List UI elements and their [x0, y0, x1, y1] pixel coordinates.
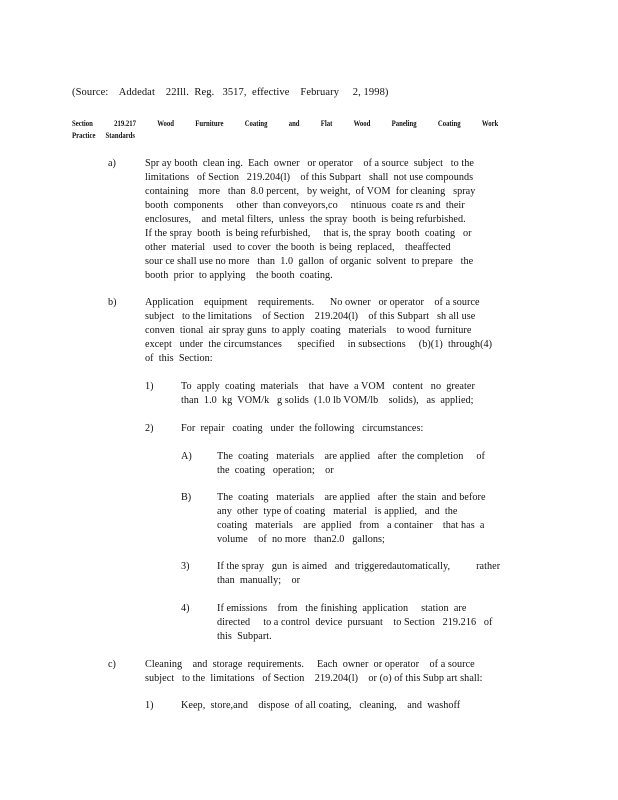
text-line: directed to a control device pursuant to Section 219.216 of [217, 617, 493, 628]
heading-word: Wood [353, 119, 371, 128]
heading-word: Coating [244, 119, 268, 128]
text-line: than 1.0 kg VOM/k g solids (1.0 lb VOM/lb solids), as applied; [181, 395, 474, 406]
item-b4-marker: 4) [181, 603, 190, 614]
item-b2-marker: 2) [145, 423, 154, 434]
heading-word: 219.217 [114, 119, 136, 128]
section-heading [72, 118, 499, 142]
heading-word: Wood [157, 119, 175, 128]
item-c1-marker: 1) [145, 700, 154, 711]
item-b2a-paragraph [217, 450, 485, 478]
text-line: If the spray booth is being refurbished, that is, the spray booth coating or [145, 228, 472, 239]
text-line: Keep, store,and dispose of all coating, cleaning, and washoff [181, 700, 461, 711]
text-line: sour ce shall use no more than 1.0 gallon of organic solvent to prepare the [145, 256, 474, 267]
heading-word: Flat [320, 119, 333, 128]
item-c-paragraph [145, 658, 483, 686]
text-line: The coating materials are applied after the completion of [217, 451, 485, 462]
item-c1-paragraph [181, 699, 460, 713]
heading-word: Paneling [391, 119, 417, 128]
text-line: any other type of coating material is applied, and the [217, 506, 458, 517]
text-line: this Subpart. [217, 631, 272, 642]
heading-word: Section [72, 119, 93, 128]
text-line: If emissions from the finishing application station are [217, 603, 467, 614]
heading-word: Furniture [195, 119, 224, 128]
item-b1-marker: 1) [145, 381, 154, 392]
text-line: conven tional air spray guns to apply coating materials to wood furniture [145, 325, 472, 336]
text-line: For repair coating under the following circumstances: [181, 423, 424, 434]
text-line: limitations of Section 219.204(l) of this Subpart shall not use compounds [145, 172, 474, 183]
text-line: Spr ay booth clean ing. Each owner or operator of a source subject to the [145, 158, 474, 169]
text-line: To apply coating materials that have a VOM content no greater [181, 381, 475, 392]
text-line: booth components other than conveyors,co ntinuous coate rs and their [145, 200, 465, 211]
heading-row-1 [72, 118, 498, 130]
heading-word: Work [481, 119, 499, 128]
item-b3-marker: 3) [181, 561, 190, 572]
text-line: of this Section: [145, 353, 213, 364]
text-line: containing more than 8.0 percent, by weight, of VOM for cleaning spray [145, 186, 476, 197]
item-b2-paragraph [181, 422, 423, 436]
text-line: volume of no more than2.0 gallons; [217, 534, 385, 545]
item-a-marker: a) [108, 158, 116, 169]
heading-word: Coating [437, 119, 461, 128]
item-b2a-marker: A) [181, 451, 192, 462]
item-b2b-marker: B) [181, 492, 192, 503]
text-line: Cleaning and storage requirements. Each owner or operator of a source [145, 659, 475, 670]
item-b1-paragraph [181, 380, 475, 408]
text-line: except under the circumstances specified in subsections (b)(1) through(4) [145, 339, 493, 350]
item-b3-paragraph [217, 560, 500, 588]
heading-word: and [288, 119, 300, 128]
item-b-marker: b) [108, 297, 117, 308]
item-c-marker: c) [108, 659, 116, 670]
text-line: enclosures, and metal filters, unless the spray booth is being refurbished. [145, 214, 466, 225]
item-b4-paragraph [217, 602, 492, 644]
text-line: The coating materials are applied after the stain and before [217, 492, 486, 503]
text-line: booth prior to applying the booth coating. [145, 270, 333, 281]
text-line: than manually; or [217, 575, 301, 586]
item-b2b-paragraph [217, 491, 486, 547]
text-line: subject to the limitations of Section 219.204(l) or (o) of this Subp art shall: [145, 673, 483, 684]
text-line: the coating operation; or [217, 465, 334, 476]
text-line: subject to the limitations of Section 219.204(l) of this Subpart sh all use [145, 311, 476, 322]
text-line: coating materials are applied from a container that has a [217, 520, 485, 531]
text-line: If the spray gun is aimed and triggeredautomatically, rather [217, 561, 501, 572]
item-a-paragraph [145, 157, 475, 283]
item-b-paragraph [145, 296, 492, 366]
text-line: other material used to cover the booth is being replaced, theaffected [145, 242, 451, 253]
text-line: Application equipment requirements. No owner or operator of a source [145, 297, 480, 308]
source-note: (Source: Addedat 22Ill. Reg. 3517, effective February 2, 1998) [72, 87, 389, 98]
heading-row-2: Practice Standards [72, 131, 136, 140]
